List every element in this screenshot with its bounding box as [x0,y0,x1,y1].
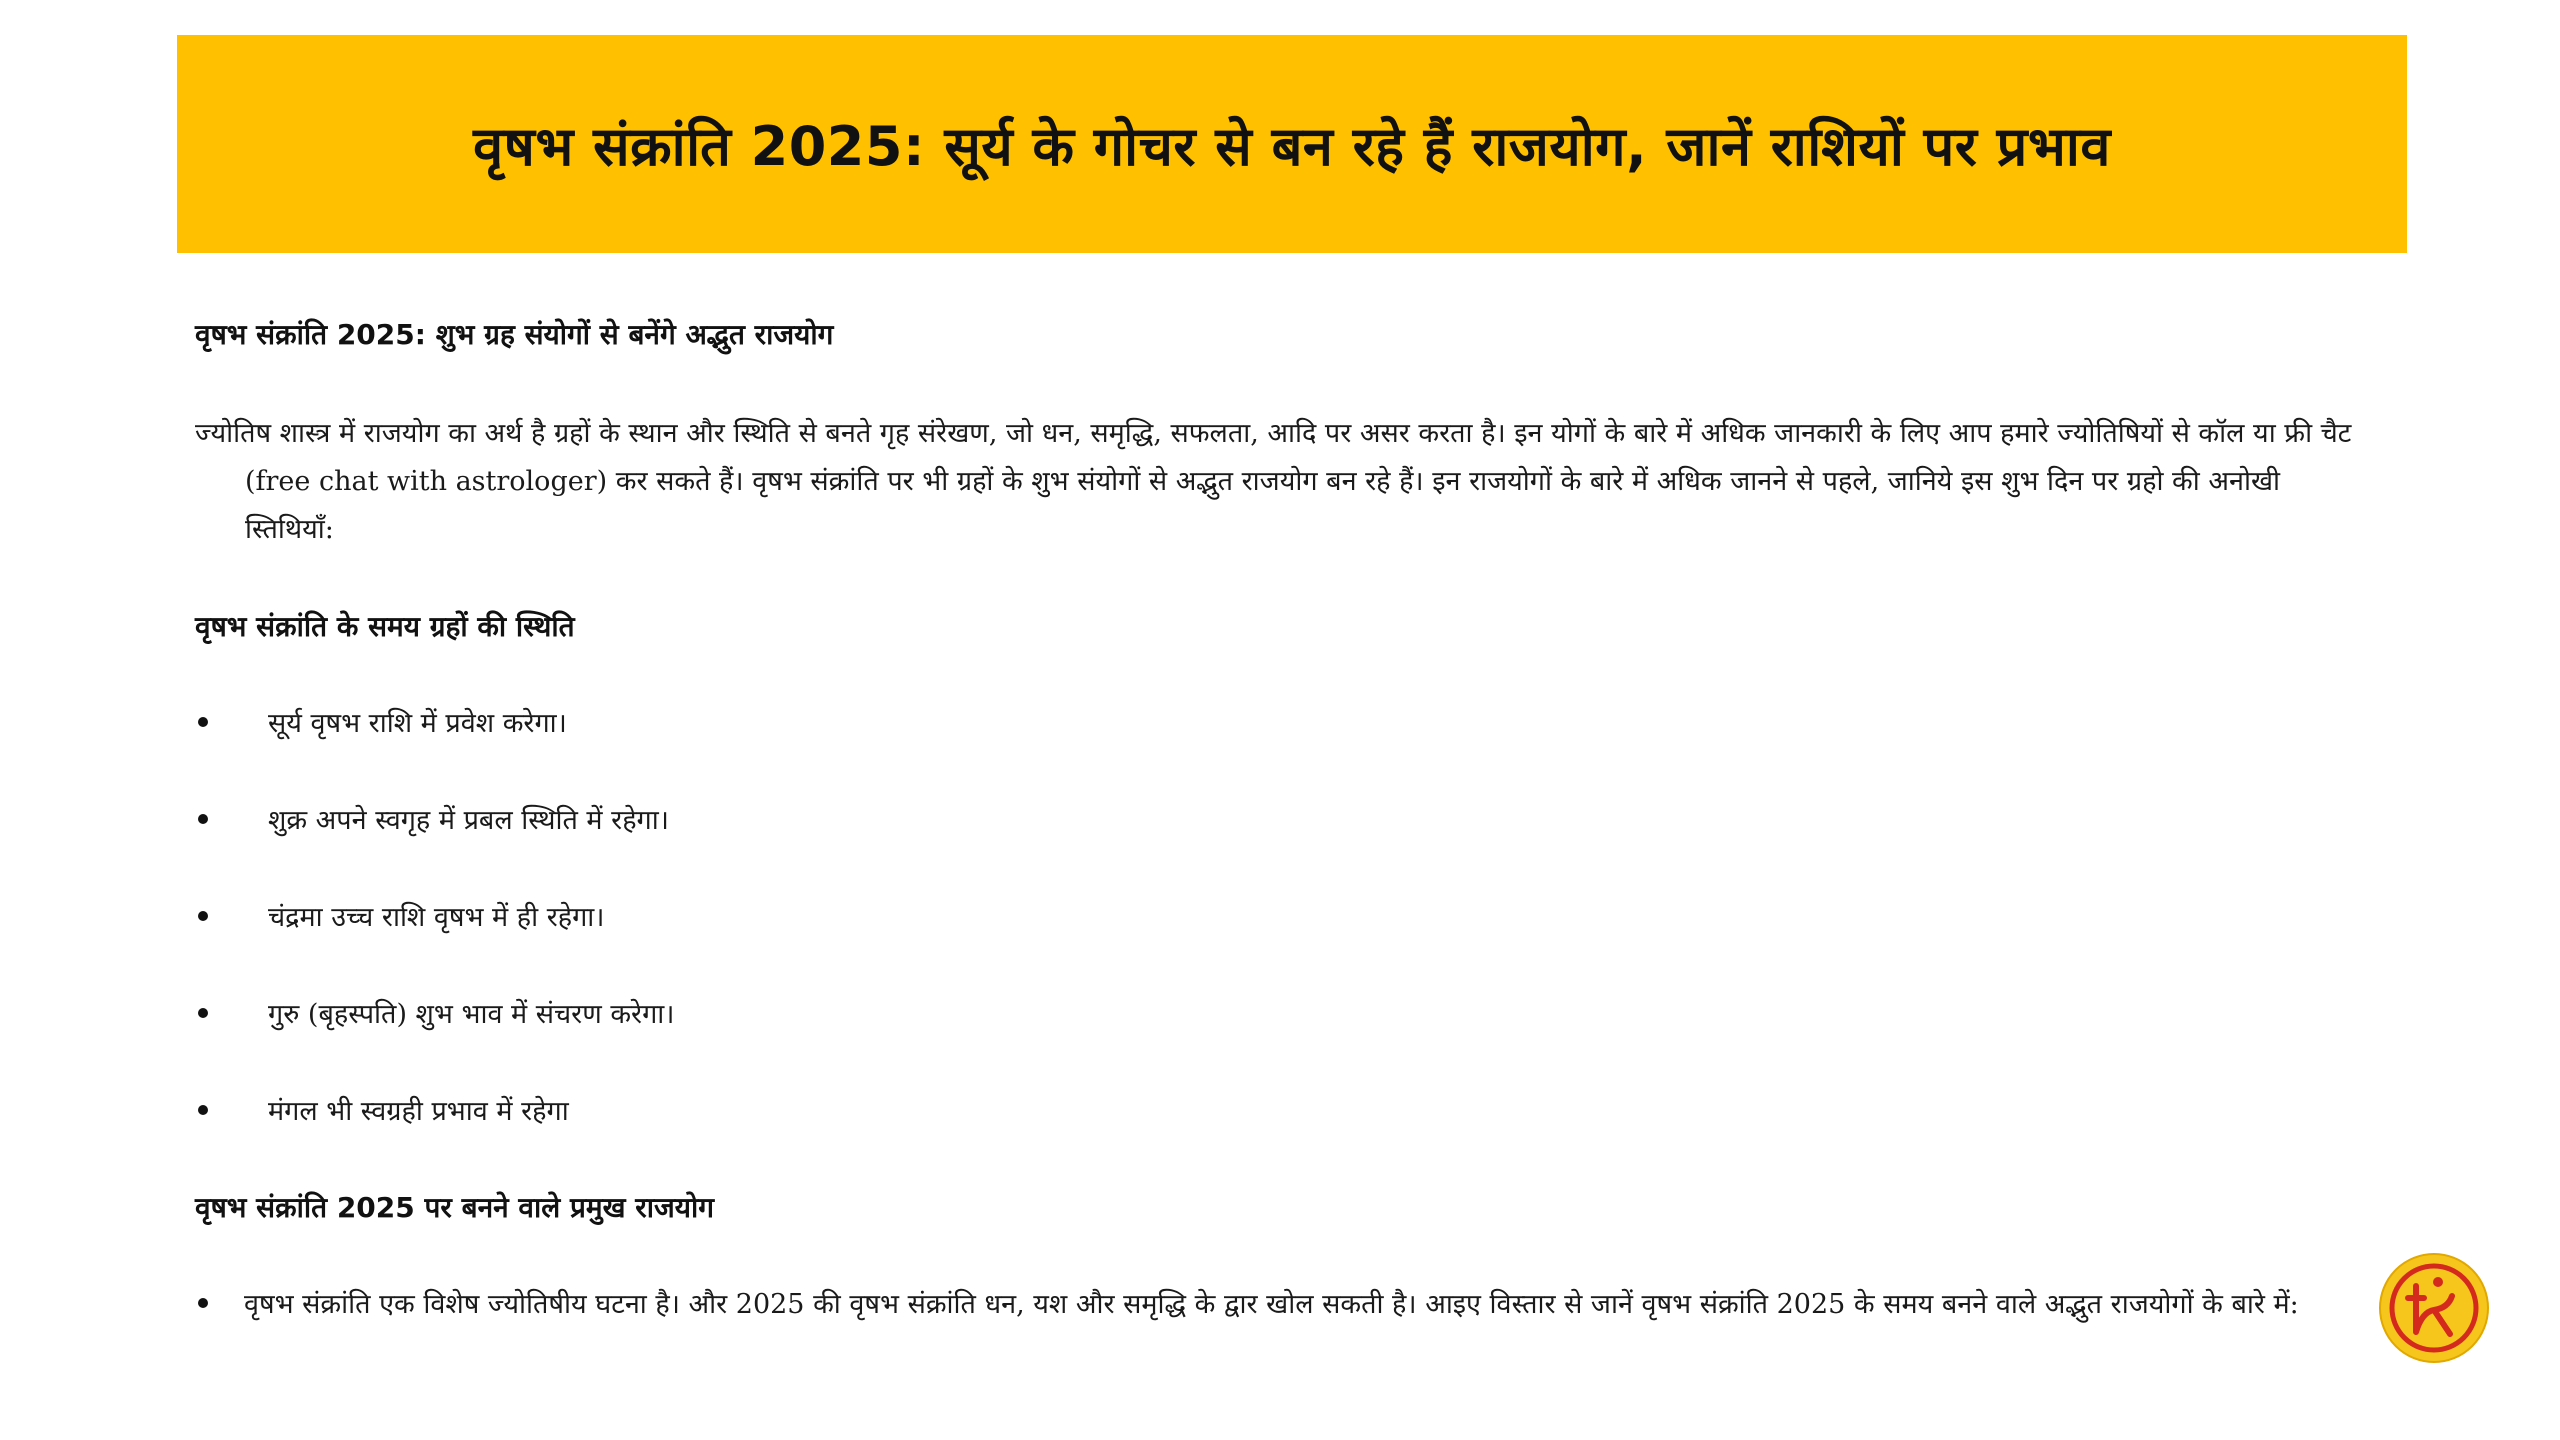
list-item-text: चंद्रमा उच्च राशि वृषभ में ही रहेगा। [268,902,605,933]
list-item [195,994,675,1031]
title-banner [177,35,2407,253]
list-item-text: मंगल भी स्वग्रही प्रभाव में रहेगा [268,1096,569,1127]
bullet-icon [198,717,208,727]
intro-paragraph [195,410,2385,554]
section-heading-planet-positions: वृषभ संक्रांति के समय ग्रहों की स्थिति [195,610,575,643]
list-item [195,1284,2299,1321]
list-item-text: वृषभ संक्रांति एक विशेष ज्योतिषीय घटना है। और 2025 की वृषभ संक्रांति धन, यश और समृद्धि के द्वार खोल सकती है। आइए विस्तार से जानें वृषभ संक्रांति 2025 के समय बनने वाले अद्भुत राजयोगों के बारे में: [244,1289,2299,1320]
section-heading-major-rajyog: वृषभ संक्रांति 2025 पर बनने वाले प्रमुख राजयोग [195,1191,715,1224]
list-item [195,1091,569,1128]
list-item [195,800,669,837]
bullet-icon [198,1105,208,1115]
page-title: वृषभ संक्रांति 2025: सूर्य के गोचर से बन रहे हैं राजयोग, जानें राशियों पर प्रभाव [473,115,2111,178]
list-item-text: गुरु (बृहस्पति) शुभ भाव में संचरण करेगा। [268,999,675,1030]
list-item-text: शुक्र अपने स्वगृह में प्रबल स्थिति में रहेगा। [268,805,669,836]
bullet-icon [198,1298,208,1308]
bullet-icon [198,814,208,824]
section-heading-rajyog: वृषभ संक्रांति 2025: शुभ ग्रह संयोगों से बनेंगे अद्भुत राजयोग [195,318,834,351]
paragraph-line: ज्योतिष शास्त्र में राजयोग का अर्थ है ग्रहों के स्थान और स्थिति से बनते गृह संरेखण, जो धन, समृद्धि, सफलता, आदि पर असर करता है। इन योगों के बारे में अधिक जानकारी के लिए आप हमारे ज्योतिषियों से कॉल या फ्री चैट [195,418,2352,449]
list-item [195,897,605,934]
astrology-brand-logo-icon [2378,1252,2490,1364]
bullet-icon [198,1008,208,1018]
bullet-icon [198,911,208,921]
paragraph-line: स्तिथियाँ: [245,514,334,545]
list-item-text: सूर्य वृषभ राशि में प्रवेश करेगा। [268,708,567,739]
list-item [195,703,567,740]
paragraph-line: (free chat with astrologer) कर सकते हैं। वृषभ संक्रांति पर भी ग्रहों के शुभ संयोगों से अद्भुत राजयोग बन रहे हैं। इन राजयोगों के बारे में अधिक जानने से पहले, जानिये इस शुभ दिन पर ग्रहो की अनोखी [245,466,2281,497]
